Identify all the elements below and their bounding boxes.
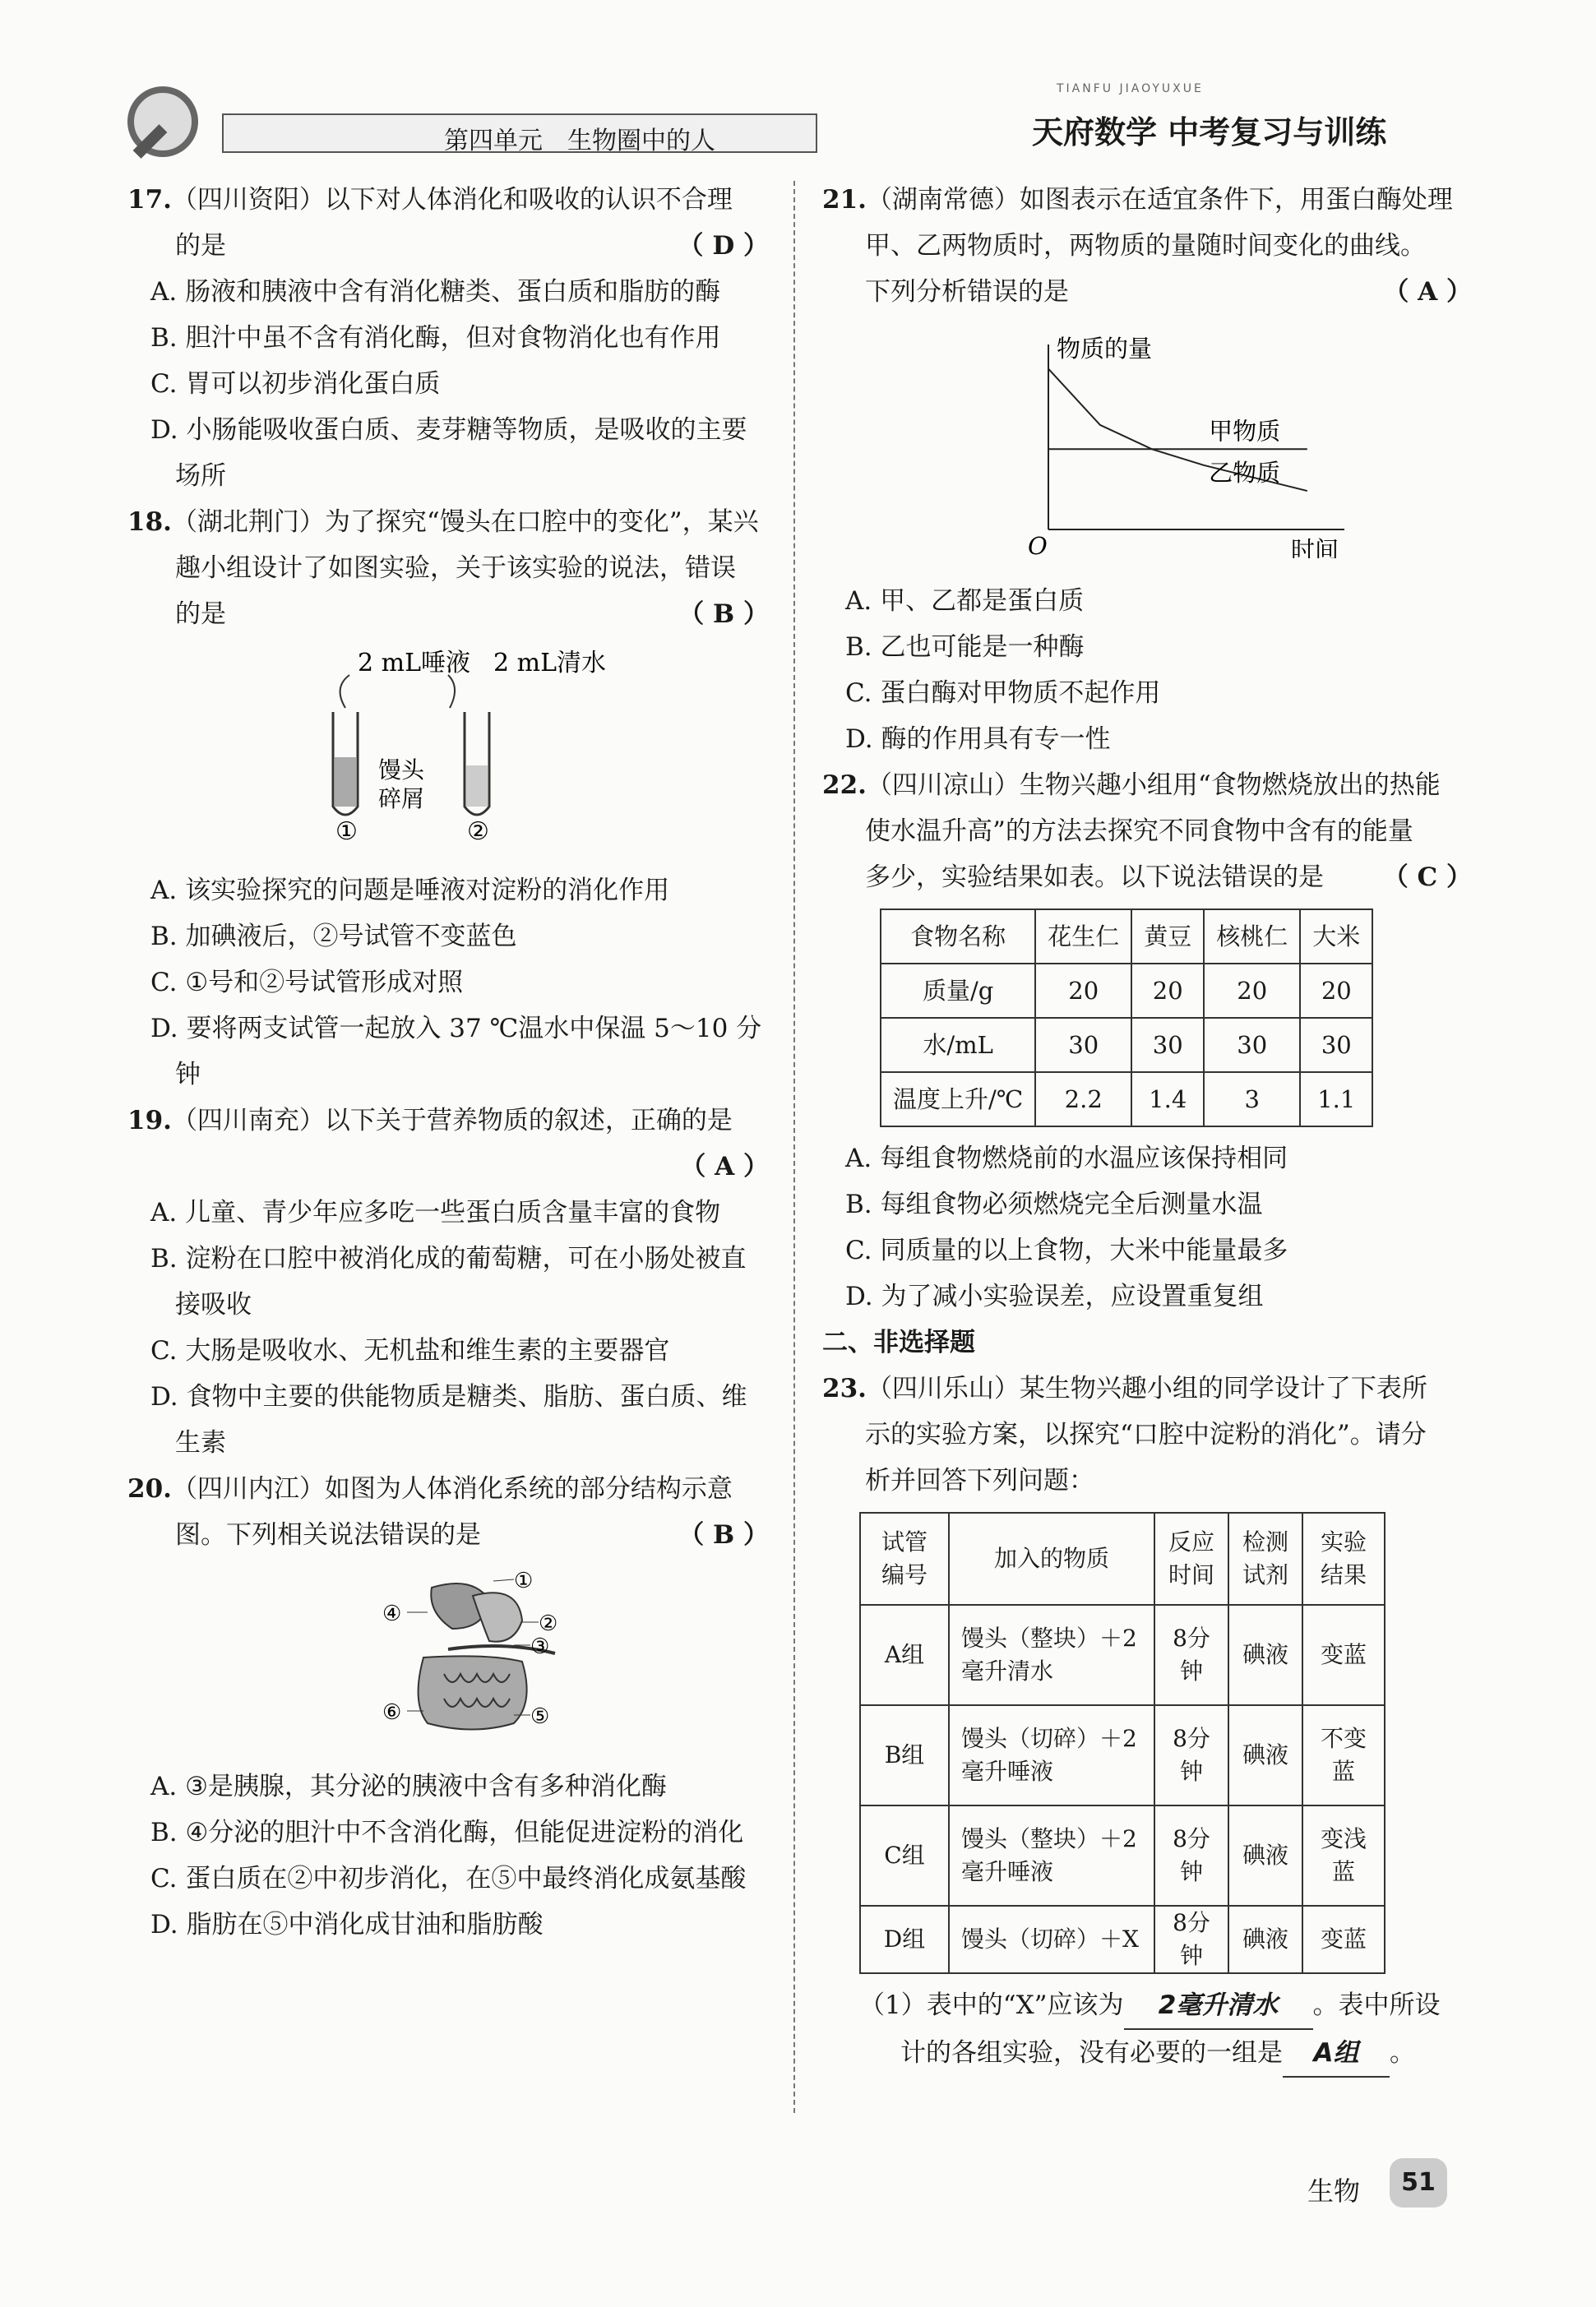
q17-option-d: D. 小肠能吸收蛋白质、麦芽糖等物质，是吸收的主要场所 [150, 415, 747, 491]
table-row [860, 1906, 1385, 1973]
q23-sub1-text-d: 。 [1390, 2038, 1415, 2068]
table-cell: 20 [1204, 964, 1300, 1018]
table-cell: 质量/g [881, 964, 1035, 1018]
brand-logo [1032, 82, 1387, 152]
table-header-row [881, 909, 1372, 964]
q23-answer-x: 2毫升清水 [1124, 1982, 1313, 2030]
q23-sub1-text-c: 计的各组实验，没有必要的一组是 [900, 2038, 1283, 2068]
q22-food-table [880, 908, 1373, 1127]
q20-answer: （ B ） [678, 1520, 769, 1550]
table-cell: 20 [1131, 964, 1204, 1018]
q22-option-c: C. 同质量的以上食物，大米中能量最多 [845, 1236, 1288, 1265]
q21-line-chart [822, 320, 1472, 573]
label-5: ⑤ [530, 1704, 550, 1729]
table-cell: A组 [860, 1605, 949, 1705]
q22-answer: （ C ） [1382, 862, 1472, 892]
label-1: ① [514, 1569, 534, 1593]
table-row [860, 1605, 1385, 1705]
table-cell: 碘液 [1228, 1906, 1302, 1973]
q22-stem-3: 多少，实验结果如表。以下说法错误的是 [865, 862, 1324, 892]
q23-stem-3: 析并回答下列问题： [865, 1466, 1094, 1496]
digestive-system-figure [127, 1563, 769, 1759]
left-column [127, 177, 769, 1948]
label-3: ③ [530, 1634, 550, 1659]
q18-stem-2: 趣小组设计了如图实验，关于该实验的说法，错误 [175, 553, 736, 583]
brand-sub: TIANFU JIAOYUXUE [1057, 82, 1204, 95]
table-cell: 8分钟 [1154, 1605, 1228, 1705]
table-cell: 温度上升/℃ [881, 1072, 1035, 1126]
q18-label-saliva: 2 mL唾液 [358, 649, 470, 677]
table-cell: B组 [860, 1705, 949, 1805]
q23-experiment-table [859, 1512, 1386, 1974]
table-cell: 20 [1035, 964, 1131, 1018]
q20-stem-2: 图。下列相关说法错误的是 [175, 1520, 481, 1550]
q18-label-water: 2 mL清水 [493, 649, 606, 677]
table-header-row [860, 1513, 1385, 1605]
q21-option-b: B. 乙也可能是一种酶 [845, 632, 1085, 662]
table-row [860, 1805, 1385, 1906]
table-row [881, 964, 1372, 1018]
q21-stem-2: 甲、乙两物质时，两物质的量随时间变化的曲线。 [865, 231, 1426, 261]
q23-stem-2: 示的实验方案，以探究“口腔中淀粉的消化”。请分 [865, 1420, 1427, 1449]
q18-mid-label-2: 碎屑 [378, 785, 425, 812]
table-header-cell: 食物名称 [881, 909, 1035, 964]
table-header-cell: 试管编号 [860, 1513, 949, 1605]
table-cell: 8分钟 [1154, 1705, 1228, 1805]
q22-option-d: D. 为了减小实验误差，应设置重复组 [845, 1282, 1264, 1311]
table-cell: 30 [1035, 1018, 1131, 1072]
q19-stem-1: （四川南充）以下关于营养物质的叙述，正确的是 [171, 1106, 733, 1135]
question-17 [127, 177, 769, 499]
table-cell: D组 [860, 1906, 949, 1973]
q18-stem-3: 的是 [175, 599, 226, 629]
q18-stem-1: （湖北荆门）为了探究“馒头在口腔中的变化”，某兴 [171, 507, 759, 537]
q21-number: 21. [822, 185, 867, 215]
table-header-cell: 大米 [1300, 909, 1372, 964]
table-header-cell: 加入的物质 [949, 1513, 1154, 1605]
table-cell: 馒头（整块）＋2毫升唾液 [949, 1805, 1154, 1906]
test-tube-2 [465, 712, 489, 815]
q20-stem-1: （四川内江）如图为人体消化系统的部分结构示意 [171, 1474, 733, 1504]
table-cell: 碘液 [1228, 1605, 1302, 1705]
x-axis-label: 时间 [1291, 536, 1339, 558]
q17-stem-2: 的是 [175, 231, 226, 261]
origin-label: O [1028, 532, 1048, 558]
q19-answer: （ A ） [680, 1152, 769, 1181]
q20-option-b: B. ④分泌的胆汁中不含消化酶，但能促进淀粉的消化 [150, 1818, 744, 1847]
table-cell: 1.1 [1300, 1072, 1372, 1126]
q22-stem-1: （四川凉山）生物兴趣小组用“食物燃烧放出的热能 [866, 770, 1441, 800]
q20-option-d: D. 脂肪在⑤中消化成甘油和脂肪酸 [150, 1910, 544, 1939]
q17-option-a: A. 肠液和胰液中含有消化糖类、蛋白质和脂肪的酶 [150, 277, 721, 307]
series-label-jia: 甲物质 [1209, 417, 1281, 446]
brand-text: 天府数学 中考复习与训练 [1032, 114, 1387, 150]
q23-sub1-text-b: 。表中所设 [1312, 1990, 1441, 2020]
intestine-shape [419, 1656, 527, 1729]
q18-mid-label-1: 馒头 [378, 756, 425, 784]
column-divider [793, 181, 795, 2113]
q18-answer: （ B ） [678, 599, 769, 629]
q21-option-c: C. 蛋白酶对甲物质不起作用 [845, 678, 1161, 708]
table-row [860, 1705, 1385, 1805]
right-column [822, 177, 1472, 2078]
q19-option-b: B. 淀粉在口腔中被消化成的葡萄糖，可在小肠处被直接吸收 [150, 1244, 747, 1320]
label-2: ② [539, 1611, 558, 1636]
table-header-cell: 花生仁 [1035, 909, 1131, 964]
table-header-cell: 反应时间 [1154, 1513, 1228, 1605]
q21-option-a: A. 甲、乙都是蛋白质 [845, 586, 1085, 616]
table-cell: 变蓝 [1302, 1605, 1385, 1705]
q18-number: 18. [127, 507, 172, 537]
q20-number: 20. [127, 1474, 172, 1504]
q21-stem-1: （湖南常德）如图表示在适宜条件下，用蛋白酶处理 [866, 185, 1453, 215]
table-row [881, 1018, 1372, 1072]
q18-option-c: C. ①号和②号试管形成对照 [150, 968, 464, 997]
unit-title: 第四单元 生物圈中的人 [444, 127, 715, 155]
table-header-cell: 实验结果 [1302, 1513, 1385, 1605]
table-cell: 2.2 [1035, 1072, 1131, 1126]
table-cell: 30 [1300, 1018, 1372, 1072]
q19-option-c: C. 大肠是吸收水、无机盐和维生素的主要器官 [150, 1336, 670, 1366]
q17-option-b: B. 胆汁中虽不含有消化酶，但对食物消化也有作用 [150, 323, 721, 353]
question-21 [822, 177, 1472, 762]
table-header-cell: 检测试剂 [1228, 1513, 1302, 1605]
table-cell: 馒头（切碎）＋X [949, 1906, 1154, 1973]
q21-stem-3: 下列分析错误的是 [865, 277, 1069, 307]
table-cell: 馒头（整块）＋2毫升清水 [949, 1605, 1154, 1705]
question-23 [822, 1366, 1472, 2078]
table-cell: 变蓝 [1302, 1906, 1385, 1973]
table-cell: 30 [1131, 1018, 1204, 1072]
question-20 [127, 1466, 769, 1948]
table-header-cell: 核桃仁 [1204, 909, 1300, 964]
label-4: ④ [382, 1602, 402, 1626]
q18-option-a: A. 该实验探究的问题是唾液对淀粉的消化作用 [150, 876, 670, 905]
label-6: ⑥ [382, 1700, 402, 1725]
q18-tube-1-label: ① [335, 817, 358, 846]
footer-subject: 生物 [1307, 2175, 1361, 2207]
q23-sub1-text-a: （1）表中的“X”应该为 [859, 1990, 1124, 2020]
page-number: 51 [1390, 2158, 1447, 2208]
test-tube-1 [333, 712, 358, 815]
q22-option-b: B. 每组食物必须燃烧完全后测量水温 [845, 1190, 1263, 1219]
q18-test-tube-figure [127, 642, 769, 862]
q19-option-a: A. 儿童、青少年应多吃一些蛋白质含量丰富的食物 [150, 1198, 721, 1227]
chart-svg [822, 320, 1472, 558]
section-heading-nonchoice: 二、非选择题 [822, 1328, 975, 1357]
q22-number: 22. [822, 770, 867, 800]
q19-number: 19. [127, 1106, 172, 1135]
q17-stem-1: （四川资阳）以下对人体消化和吸收的认识不合理 [171, 185, 733, 215]
q20-option-c: C. 蛋白质在②中初步消化，在⑤中最终消化成氨基酸 [150, 1864, 747, 1893]
table-cell: 碘液 [1228, 1805, 1302, 1906]
table-row [881, 1072, 1372, 1126]
q17-option-c: C. 胃可以初步消化蛋白质 [150, 369, 441, 399]
question-18 [127, 499, 769, 1098]
table-cell: 水/mL [881, 1018, 1035, 1072]
q18-option-d: D. 要将两支试管一起放入 37 ℃温水中保温 5～10 分钟 [150, 1014, 762, 1089]
table-cell: 1.4 [1131, 1072, 1204, 1126]
q23-number: 23. [822, 1374, 867, 1403]
table-cell: 3 [1204, 1072, 1300, 1126]
table-header-cell: 黄豆 [1131, 909, 1204, 964]
table-cell: 20 [1300, 964, 1372, 1018]
table-cell: 碘液 [1228, 1705, 1302, 1805]
q23-answer-group: A组 [1283, 2030, 1390, 2078]
table-cell: 不变蓝 [1302, 1705, 1385, 1805]
table-cell: C组 [860, 1805, 949, 1906]
q22-stem-2: 使水温升高”的方法去探究不同食物中含有的能量 [865, 816, 1413, 846]
q18-tube-2-label: ② [467, 817, 489, 846]
table-cell: 30 [1204, 1018, 1300, 1072]
q21-answer: （ A ） [1383, 277, 1472, 307]
question-22 [822, 762, 1472, 1320]
table-cell: 8分钟 [1154, 1906, 1228, 1973]
stomach-shape [473, 1593, 522, 1641]
series-label-yi: 乙物质 [1209, 459, 1281, 488]
q17-number: 17. [127, 185, 172, 215]
q20-option-a: A. ③是胰腺，其分泌的胰液中含有多种消化酶 [150, 1772, 667, 1801]
table-cell: 馒头（切碎）＋2毫升唾液 [949, 1705, 1154, 1805]
q21-option-d: D. 酶的作用具有专一性 [845, 724, 1111, 754]
q17-answer: （ D ） [678, 231, 769, 261]
table-cell: 变浅蓝 [1302, 1805, 1385, 1906]
q19-option-d: D. 食物中主要的供能物质是糖类、脂肪、蛋白质、维生素 [150, 1382, 747, 1458]
y-axis-label: 物质的量 [1057, 335, 1153, 363]
table-cell: 8分钟 [1154, 1805, 1228, 1906]
q22-option-a: A. 每组食物燃烧前的水温应该保持相同 [845, 1144, 1288, 1173]
q23-stem-1: （四川乐山）某生物兴趣小组的同学设计了下表所 [866, 1374, 1427, 1403]
question-19 [127, 1098, 769, 1466]
q18-option-b: B. 加碘液后，②号试管不变蓝色 [150, 922, 517, 951]
